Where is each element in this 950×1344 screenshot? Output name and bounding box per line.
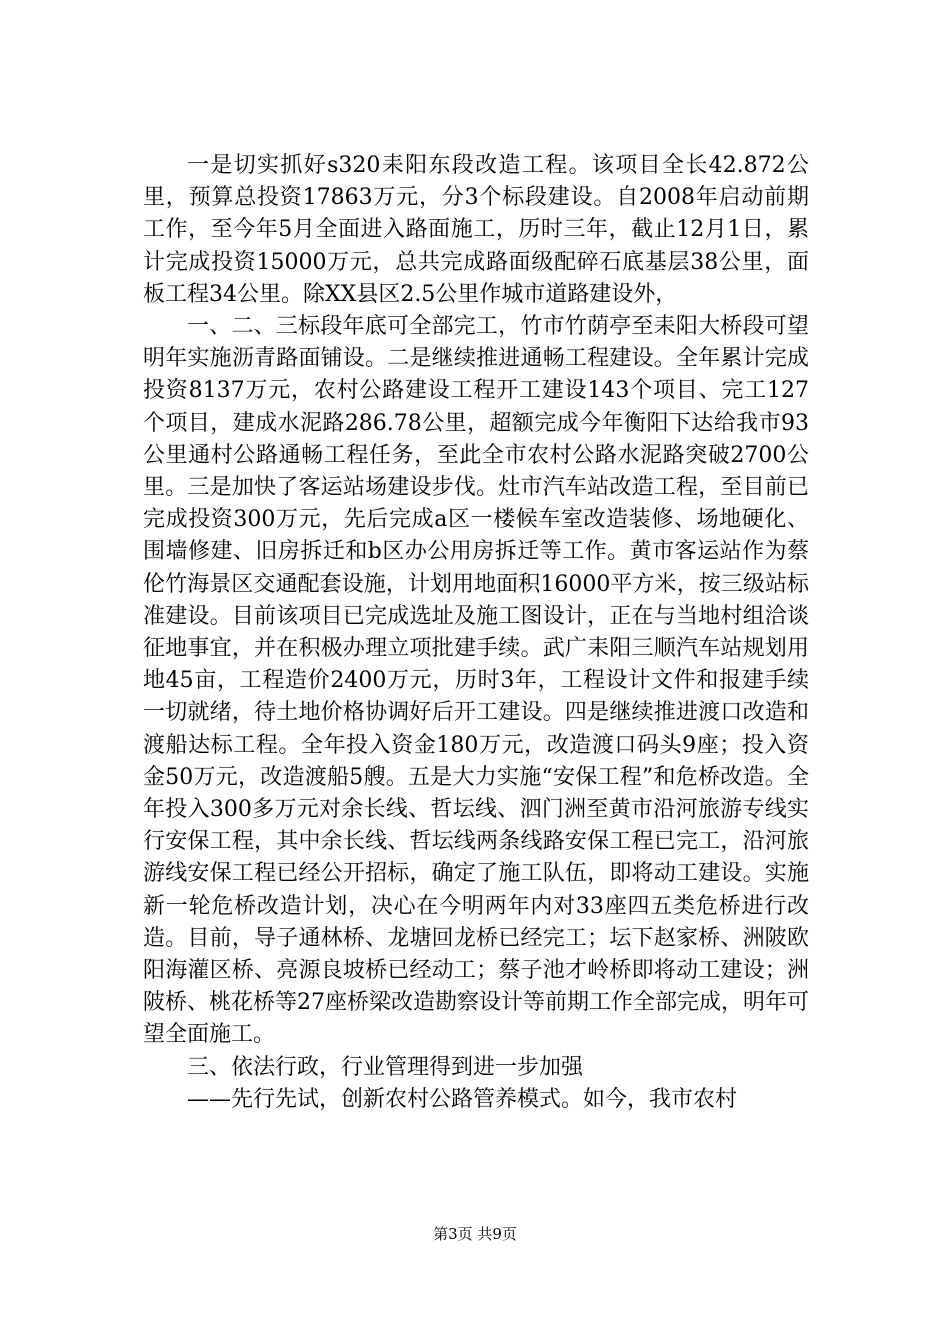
page-number: 第3页 共9页 <box>433 1225 517 1243</box>
section-heading-administration: 三、依法行政，行业管理得到进一步加强 <box>187 1054 584 1080</box>
document-body <box>143 150 809 1116</box>
paragraph-projects-progress: 一、二、三标段年底可全部完工，竹市竹荫亭至耒阳大桥段可望明年实施沥青路面铺设。二是继续推进通畅工程建设。全年累计完成投资8137万元，农村公路建设工程开工建设143个项目、完工127个项目，建成水泥路286.78公里，超额完成今年衡阳下达给我市93公里通村公路通畅工程任务，至此全市农村公路水泥路突破2700公里。三是加快了客运站场建设步伐。灶市汽车站改造工程，至目前已完成投资300万元，先后完成a区一楼候车室改造装修、场地硬化、围墙修建、旧房拆迁和b区办公用房拆迁等工作。黄市客运站作为蔡伦竹海景区交通配套设施，计划用地面积16000平方米，按三级站标准建设。目前该项目已完成选址及施工图设计，正在与当地村组洽谈征地事宜，并在积极办理立项批建手续。武广耒阳三顺汽车站规划用地45亩，工程造价2400万元，历时3年，工程设计文件和报建手续一切就绪，待土地价格协调好后开工建设。四是继续推进渡口改造和渡船达标工程。全年投入资金180万元，改造渡口码头9座；投入资金50万元，改造渡船5艘。五是大力实施“安保工程”和危桥改造。全年投入300多万元对余长线、哲坛线、泗门洲至黄市沿河旅游专线实行安保工程，其中余长线、哲坛线两条线路安保工程已完工，沿河旅游线安保工程已经公开招标，确定了施工队伍，即将动工建设。实施新一轮危桥改造计划，决心在今明两年内对33座四五类危桥进行改造。目前，导子通林桥、龙塘回龙桥已经完工；坛下赵家桥、洲陂欧阳海灌区桥、亮源良坡桥已经动工；蔡子池才岭桥即将动工建设；洲陂桥、桃花桥等27座桥梁改造勘察设计等前期工作全部完成，明年可望全面施工。 <box>143 314 809 1048</box>
paragraph-s320-project: 一是切实抓好s320耒阳东段改造工程。该项目全长42.872公里，预算总投资17863万元，分3个标段建设。自2008年启动前期工作，至今年5月全面进入路面施工，历时三年，截止12月1日，累计完成投资15000万元，总共完成路面级配碎石底基层38公里，面板工程34公里。除XX县区2.5公里作城市道路建设外， <box>143 153 809 307</box>
paragraph-road-maintenance: ——先行先试，创新农村公路管养模式。如今，我市农村 <box>187 1086 738 1112</box>
